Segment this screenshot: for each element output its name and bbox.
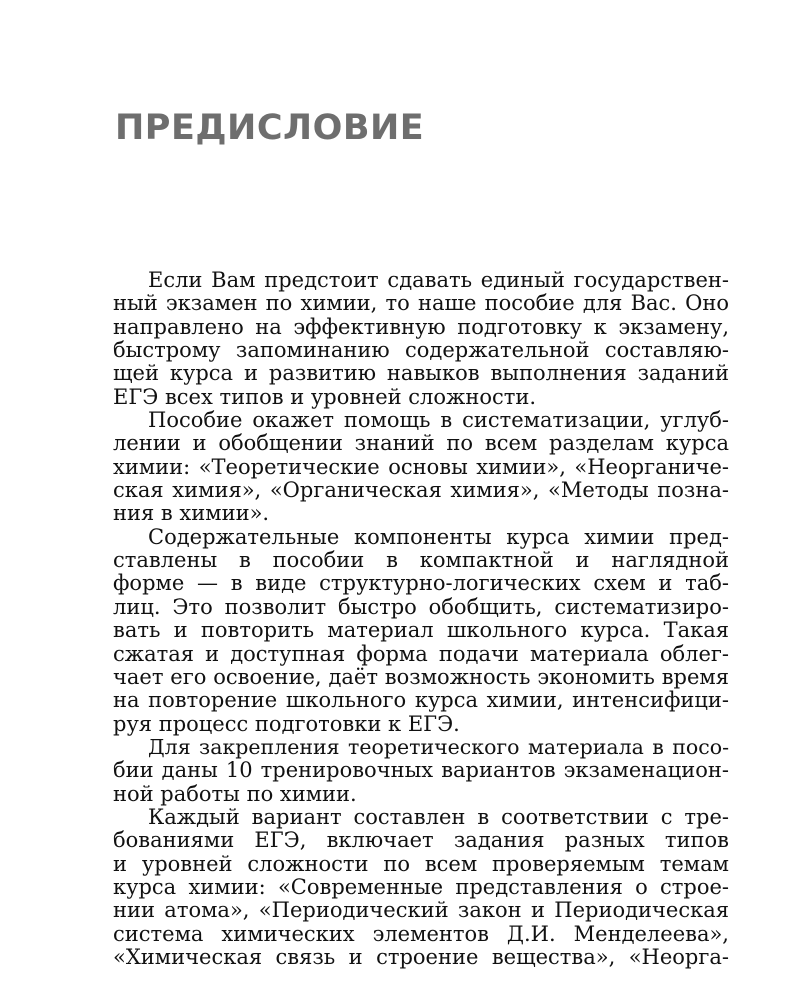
text-line: ной работы по химии. bbox=[113, 781, 357, 806]
text-line: быстрому запоминанию содержательной составляю- bbox=[113, 338, 729, 363]
text-line: лиц. Это позволит быстро обобщить, систематизиро- bbox=[113, 594, 729, 619]
text-line: курса химии: «Современные представления о строе- bbox=[113, 874, 729, 899]
body-text bbox=[113, 269, 729, 969]
text-line: Содержательные компоненты курса химии пред- bbox=[148, 524, 729, 549]
text-line: сжатая и доступная форма подачи материала облег- bbox=[113, 641, 729, 666]
text-line: Для закрепления теоретического материала в посо- bbox=[148, 734, 729, 759]
text-line: лении и обобщении знаний по всем разделам курса bbox=[113, 431, 729, 456]
text-line: бии даны 10 тренировочных вариантов экзаменацион- bbox=[113, 758, 729, 783]
text-line: ЕГЭ всех типов и уровней сложности. bbox=[113, 384, 537, 409]
text-line: Пособие окажет помощь в систематизации, углуб- bbox=[148, 408, 729, 433]
text-line: Если Вам предстоит сдавать единый государствен- bbox=[148, 268, 729, 292]
text-line: направлено на эффективную подготовку к экзамену, bbox=[113, 314, 729, 339]
text-line: чает его освоение, даёт возможность экономить время bbox=[113, 664, 729, 689]
text-line: вать и повторить материал школьного курса. Такая bbox=[113, 618, 729, 643]
text-line: химии: «Теоретические основы химии», «Неорганиче- bbox=[113, 454, 729, 479]
text-line: на повторение школьного курса химии, интенсифици- bbox=[113, 688, 729, 713]
text-line: «Химическая связь и строение вещества», «Неорга- bbox=[113, 944, 729, 969]
text-line: форме — в виде структурно-логических схем и таб- bbox=[113, 571, 729, 596]
text-line: ния в химии». bbox=[113, 501, 270, 526]
text-line: руя процесс подготовки к ЕГЭ. bbox=[113, 711, 460, 736]
text-line: бованиями ЕГЭ, включает задания разных типов bbox=[113, 828, 729, 853]
text-line: ный экзамен по химии, то наше пособие для Вас. Оно bbox=[113, 291, 729, 316]
text-line: и уровней сложности по всем проверяемым темам bbox=[113, 851, 729, 876]
text-line: щей курса и развитию навыков выполнения заданий bbox=[113, 361, 729, 386]
text-line: ская химия», «Органическая химия», «Методы позна- bbox=[113, 478, 729, 503]
page-title: ПРЕДИСЛОВИЕ bbox=[115, 108, 425, 148]
text-line: Каждый вариант составлен в соответствии с тре- bbox=[148, 804, 729, 829]
text-line: система химических элементов Д.И. Менделеева», bbox=[113, 921, 729, 946]
text-line: ставлены в пособии в компактной и наглядной bbox=[113, 548, 729, 573]
text-line: нии атома», «Периодический закон и Периодическая bbox=[113, 898, 729, 923]
